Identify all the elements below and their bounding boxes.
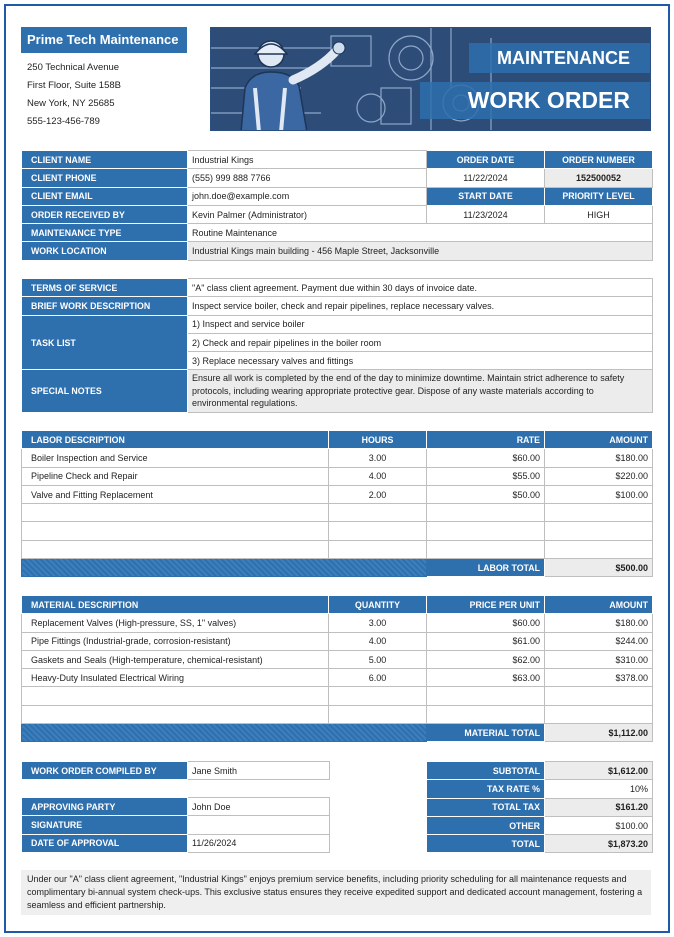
table-row: [427, 798, 653, 816]
approving-party-field[interactable]: John Doe: [188, 798, 330, 816]
other-field[interactable]: $100.00: [545, 816, 653, 834]
decorative-hatch: [22, 724, 427, 742]
order-number-field[interactable]: 152500052: [545, 169, 653, 187]
totals-table: [426, 761, 653, 853]
hours-cell[interactable]: 3.00: [329, 449, 427, 467]
table-header-row: [22, 431, 653, 449]
labor-description-cell[interactable]: [22, 540, 329, 558]
amount-header: AMOUNT: [545, 596, 653, 614]
labor-total-label: LABOR TOTAL: [427, 559, 545, 577]
amount-cell: $220.00: [545, 467, 653, 485]
signature-label: SIGNATURE: [22, 816, 188, 834]
table-row: [427, 835, 653, 853]
material-description-cell[interactable]: [22, 705, 329, 723]
rate-cell[interactable]: $55.00: [427, 467, 545, 485]
material-description-header: MATERIAL DESCRIPTION: [22, 596, 329, 614]
labor-description-cell[interactable]: [22, 504, 329, 522]
banner-title-work-order: WORK ORDER: [420, 82, 650, 119]
start-date-field[interactable]: 11/23/2024: [427, 205, 545, 223]
amount-cell: [545, 705, 653, 723]
rate-cell[interactable]: [427, 504, 545, 522]
material-total-value: $1,112.00: [545, 724, 653, 742]
rate-header: RATE: [427, 431, 545, 449]
labor-description-header: LABOR DESCRIPTION: [22, 431, 329, 449]
hours-cell[interactable]: [329, 522, 427, 540]
table-row: [22, 169, 653, 187]
brief-description-label: BRIEF WORK DESCRIPTION: [22, 297, 188, 315]
table-row: [22, 151, 653, 169]
amount-cell: $100.00: [545, 485, 653, 503]
table-row: [22, 669, 653, 687]
quantity-cell[interactable]: 3.00: [329, 614, 427, 632]
table-row: [22, 187, 653, 205]
company-address-line: New York, NY 25685: [27, 98, 115, 109]
compiled-by-label: WORK ORDER COMPILED BY: [22, 762, 188, 780]
table-row: [22, 798, 330, 816]
subtotal-value: $1,612.00: [545, 762, 653, 780]
tax-rate-label: TAX RATE %: [427, 780, 545, 798]
quantity-cell[interactable]: [329, 687, 427, 705]
table-row: [22, 485, 653, 503]
labor-description-cell[interactable]: Pipeline Check and Repair: [22, 467, 329, 485]
client-email-field[interactable]: john.doe@example.com: [188, 187, 427, 205]
compiled-by-field[interactable]: Jane Smith: [188, 762, 330, 780]
table-row: [22, 370, 653, 413]
amount-header: AMOUNT: [545, 431, 653, 449]
amount-cell: [545, 540, 653, 558]
amount-cell: $244.00: [545, 632, 653, 650]
grand-total-label: TOTAL: [427, 835, 545, 853]
task-item[interactable]: 1) Inspect and service boiler: [188, 315, 653, 333]
labor-description-cell[interactable]: [22, 522, 329, 540]
hours-cell[interactable]: [329, 540, 427, 558]
total-tax-label: TOTAL TAX: [427, 798, 545, 816]
quantity-cell[interactable]: 4.00: [329, 632, 427, 650]
table-row: [22, 449, 653, 467]
brief-description-field[interactable]: Inspect service boiler, check and repair pipelines, replace necessary valves.: [188, 297, 653, 315]
price-per-unit-header: PRICE PER UNIT: [427, 596, 545, 614]
table-row: [427, 816, 653, 834]
material-description-cell[interactable]: Heavy-Duty Insulated Electrical Wiring: [22, 669, 329, 687]
price-cell[interactable]: $62.00: [427, 650, 545, 668]
total-tax-value: $161.20: [545, 798, 653, 816]
subtotal-label: SUBTOTAL: [427, 762, 545, 780]
table-row: [427, 780, 653, 798]
table-row: [22, 614, 653, 632]
table-row: [22, 632, 653, 650]
priority-level-field[interactable]: HIGH: [545, 205, 653, 223]
labor-description-cell[interactable]: Valve and Fitting Replacement: [22, 485, 329, 503]
order-date-label: ORDER DATE: [427, 151, 545, 169]
rate-cell[interactable]: [427, 540, 545, 558]
hours-header: HOURS: [329, 431, 427, 449]
grand-total-value: $1,873.20: [545, 835, 653, 853]
quantity-cell[interactable]: 5.00: [329, 650, 427, 668]
order-date-field[interactable]: 11/22/2024: [427, 169, 545, 187]
approving-party-label: APPROVING PARTY: [22, 798, 188, 816]
terms-of-service-label: TERMS OF SERVICE: [22, 279, 188, 297]
material-total-row: [22, 724, 653, 742]
table-row: [22, 224, 653, 242]
footer-note: Under our "A" class client agreement, "Industrial Kings" enjoys premium service benefits, including priority scheduling for all maintenance requests and complimentary bi-annual system check-ups. This exclusive status ensures they receive expedited support and dedicated account management, fostering a seamless and efficient partnership.: [21, 870, 651, 915]
table-row: [22, 816, 330, 834]
table-row: [22, 504, 653, 522]
order-number-label: ORDER NUMBER: [545, 151, 653, 169]
labor-table: [21, 430, 653, 577]
price-cell[interactable]: [427, 687, 545, 705]
quantity-cell[interactable]: [329, 705, 427, 723]
table-row: [22, 834, 330, 852]
client-phone-field[interactable]: (555) 999 888 7766: [188, 169, 427, 187]
amount-cell: $378.00: [545, 669, 653, 687]
client-name-field[interactable]: Industrial Kings: [188, 151, 427, 169]
other-label: OTHER: [427, 816, 545, 834]
quantity-header: QUANTITY: [329, 596, 427, 614]
client-info-table: [21, 150, 653, 261]
material-table: [21, 595, 653, 742]
amount-cell: [545, 522, 653, 540]
client-phone-label: CLIENT PHONE: [22, 169, 188, 187]
material-description-cell[interactable]: Pipe Fittings (Industrial-grade, corrosion-resistant): [22, 632, 329, 650]
table-row: [427, 762, 653, 780]
material-total-label: MATERIAL TOTAL: [427, 724, 545, 742]
price-cell[interactable]: $61.00: [427, 632, 545, 650]
material-description-cell[interactable]: Gaskets and Seals (High-temperature, chemical-resistant): [22, 650, 329, 668]
client-email-label: CLIENT EMAIL: [22, 187, 188, 205]
task-item[interactable]: 2) Check and repair pipelines in the boiler room: [188, 333, 653, 351]
amount-cell: $310.00: [545, 650, 653, 668]
table-row: [22, 467, 653, 485]
banner-title-maintenance: MAINTENANCE: [469, 43, 650, 73]
signature-field[interactable]: [188, 816, 330, 834]
tax-rate-field[interactable]: 10%: [545, 780, 653, 798]
order-received-by-label: ORDER RECEIVED BY: [22, 205, 188, 223]
amount-cell: $180.00: [545, 614, 653, 632]
table-header-row: [22, 596, 653, 614]
labor-total-row: [22, 559, 653, 577]
quantity-cell[interactable]: 6.00: [329, 669, 427, 687]
task-item[interactable]: 3) Replace necessary valves and fittings: [188, 352, 653, 370]
task-list-label: TASK LIST: [22, 315, 188, 370]
labor-total-value: $500.00: [545, 559, 653, 577]
table-row: [22, 279, 653, 297]
company-address-line: First Floor, Suite 158B: [27, 80, 121, 91]
rate-cell[interactable]: $60.00: [427, 449, 545, 467]
company-address-line: 250 Technical Avenue: [27, 62, 120, 73]
table-row: [22, 205, 653, 223]
table-row: [22, 762, 330, 780]
company-phone: 555-123-456-789: [27, 116, 100, 127]
table-row: [22, 540, 653, 558]
table-row: [22, 705, 653, 723]
special-notes-label: SPECIAL NOTES: [22, 370, 188, 413]
priority-level-label: PRIORITY LEVEL: [545, 187, 653, 205]
compiled-by-table: [21, 761, 330, 780]
date-of-approval-field[interactable]: 11/26/2024: [188, 834, 330, 852]
material-description-cell[interactable]: Replacement Valves (High-pressure, SS, 1" valves): [22, 614, 329, 632]
amount-cell: [545, 687, 653, 705]
maintenance-type-field[interactable]: Routine Maintenance: [188, 224, 653, 242]
work-location-field[interactable]: Industrial Kings main building - 456 Maple Street, Jacksonville: [188, 242, 653, 260]
labor-description-cell[interactable]: Boiler Inspection and Service: [22, 449, 329, 467]
amount-cell: $180.00: [545, 449, 653, 467]
order-received-by-field[interactable]: Kevin Palmer (Administrator): [188, 205, 427, 223]
table-row: [22, 315, 653, 333]
table-row: [22, 242, 653, 260]
hours-cell[interactable]: 4.00: [329, 467, 427, 485]
hours-cell[interactable]: 2.00: [329, 485, 427, 503]
table-row: [22, 297, 653, 315]
table-row: [22, 687, 653, 705]
company-name: Prime Tech Maintenance: [21, 27, 187, 53]
approval-table: [21, 797, 330, 853]
rate-cell[interactable]: [427, 522, 545, 540]
price-cell[interactable]: [427, 705, 545, 723]
client-name-label: CLIENT NAME: [22, 151, 188, 169]
special-notes-field[interactable]: Ensure all work is completed by the end of the day to minimize downtime. Maintain strict adherence to safety protocols, including wearing appropriate protective gear. Dispose of any waste materials according to environmental regulations.: [188, 370, 653, 413]
header-banner: [210, 27, 651, 131]
material-description-cell[interactable]: [22, 687, 329, 705]
price-cell[interactable]: $63.00: [427, 669, 545, 687]
start-date-label: START DATE: [427, 187, 545, 205]
table-row: [22, 522, 653, 540]
hours-cell[interactable]: [329, 504, 427, 522]
maintenance-type-label: MAINTENANCE TYPE: [22, 224, 188, 242]
rate-cell[interactable]: $50.00: [427, 485, 545, 503]
table-row: [22, 650, 653, 668]
terms-of-service-field[interactable]: "A" class client agreement. Payment due within 30 days of invoice date.: [188, 279, 653, 297]
amount-cell: [545, 504, 653, 522]
decorative-hatch: [22, 559, 427, 577]
work-location-label: WORK LOCATION: [22, 242, 188, 260]
price-cell[interactable]: $60.00: [427, 614, 545, 632]
work-details-table: [21, 278, 653, 413]
date-of-approval-label: DATE OF APPROVAL: [22, 834, 188, 852]
